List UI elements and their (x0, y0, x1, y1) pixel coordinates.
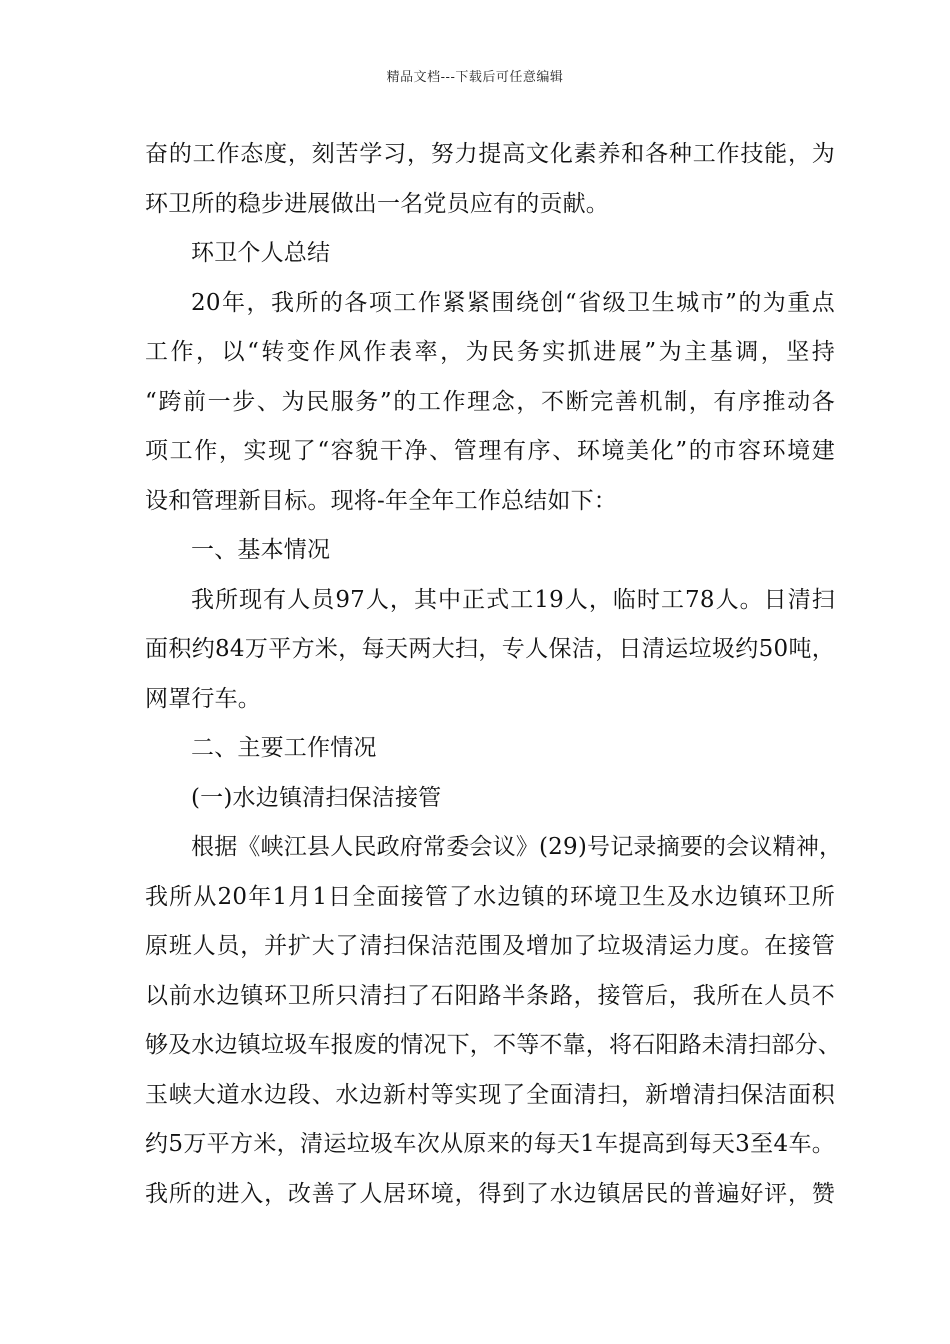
body-line: 原班人员，并扩大了清扫保洁范围及增加了垃圾清运力度。在接管 (145, 933, 835, 959)
document-body (145, 130, 843, 1219)
body-line: 根据《峡江县人民政府常委会议》(29)号记录摘要的会议精神， (191, 834, 843, 860)
body-line: 面积约84万平方米，每天两大扫，专人保洁，日清运垃圾约50吨， (145, 636, 835, 662)
body-line: 网罩行车。 (145, 685, 261, 712)
section-heading: 二、主要工作情况 (191, 735, 377, 761)
body-line: “跨前一步、为民服务”的工作理念，不断完善机制，有序推动各 (145, 388, 835, 415)
body-line: 玉峡大道水边段、水边新村等实现了全面清扫，新增清扫保洁面积 (145, 1081, 835, 1108)
body-line: 够及水边镇垃圾车报废的情况下，不等不靠，将石阳路未清扫部分、 (145, 1032, 841, 1058)
body-line: 约5万平方米，清运垃圾车次从原来的每天1车提高到每天3至4车。 (145, 1131, 835, 1157)
body-line: 我所的进入，改善了人居环境，得到了水边镇居民的普遍好评，赞 (145, 1180, 835, 1207)
body-line: 20年，我所的各项工作紧紧围绕创“省级卫生城市”的为重点 (191, 289, 835, 316)
body-line: 项工作，实现了“容貌干净、管理有序、环境美化”的市容环境建 (145, 438, 835, 464)
section-heading: 环卫个人总结 (191, 240, 331, 266)
subsection-heading: (一)水边镇清扫保洁接管 (191, 784, 442, 811)
page-header: 精品文档---下载后可任意编辑 (386, 70, 564, 85)
body-line: 设和管理新目标。现将-年全年工作总结如下： (145, 487, 617, 514)
body-line: 以前水边镇环卫所只清扫了石阳路半条路，接管后，我所在人员不 (145, 982, 835, 1009)
section-heading: 一、基本情况 (191, 537, 331, 563)
body-line: 环卫所的稳步进展做出一名党员应有的贡献。 (145, 190, 609, 217)
body-line: 奋的工作态度，刻苦学习，努力提高文化素养和各种工作技能，为 (145, 141, 835, 167)
body-line: 我所从20年1月1日全面接管了水边镇的环境卫生及水边镇环卫所 (145, 883, 835, 910)
body-line: 工作，以“转变作风作表率，为民务实抓进展”为主基调，坚持 (145, 339, 835, 365)
body-line: 我所现有人员97人，其中正式工19人，临时工78人。日清扫 (191, 586, 835, 613)
